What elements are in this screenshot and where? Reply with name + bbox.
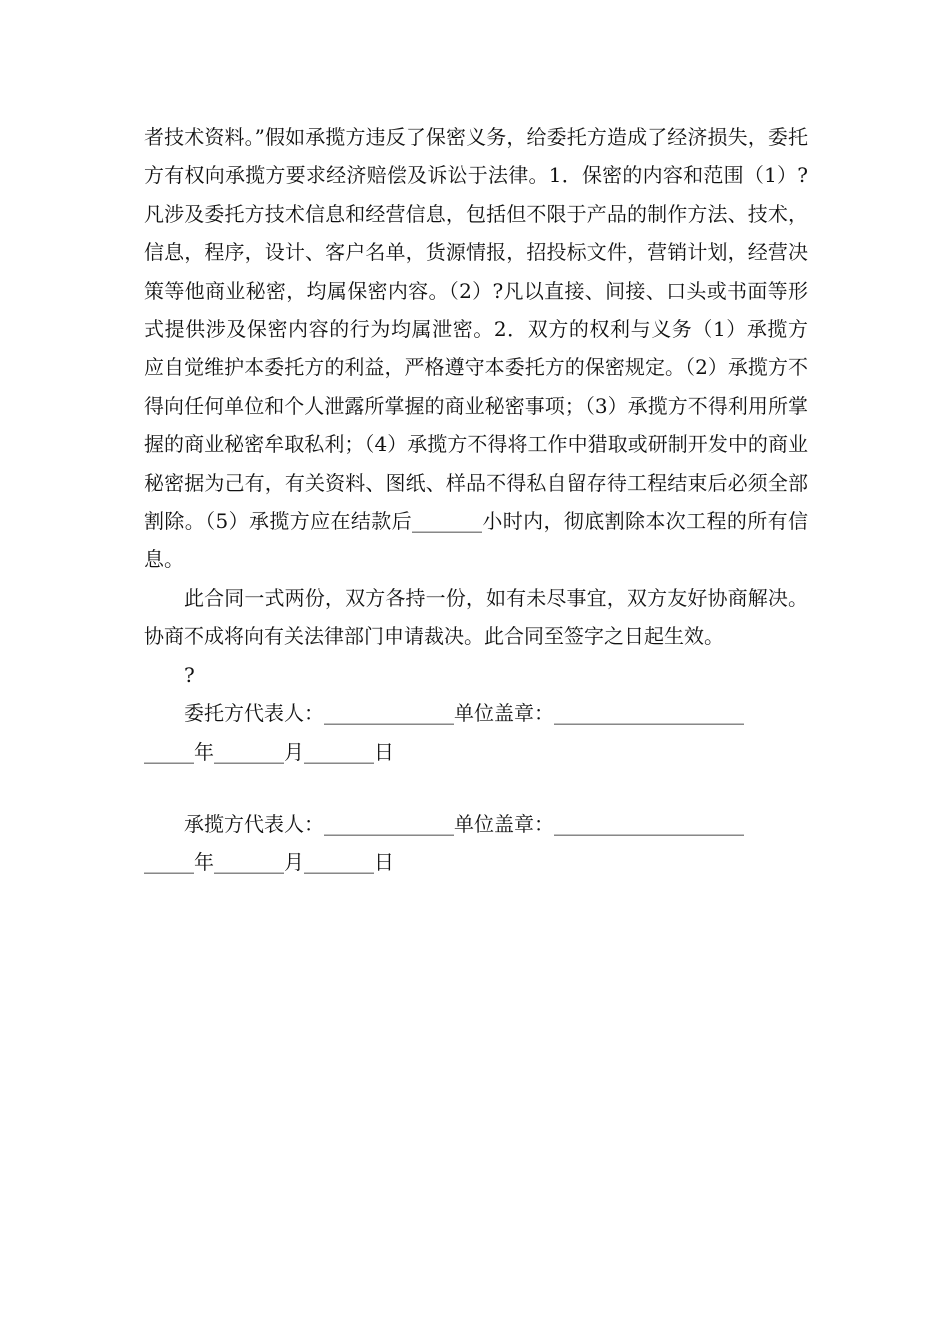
- client-signature-block: [144, 694, 808, 771]
- confidentiality-clause-paragraph: 者技术资料。”假如承揽方违反了保密义务，给委托方造成了经济损失，委托方有权向承揽方要求经济赔偿及诉讼于法律。1．保密的内容和范围（1）?凡涉及委托方技术信息和经营信息，包括但不限于产品的制作方法、技术，信息，程序，设计、客户名单，货源情报，招投标文件，营销计划，经营决策等他商业秘密，均属保密内容。（2）?凡以直接、间接、口头或书面等形式提供涉及保密内容的行为均属泄密。2．双方的权利与义务（1）承揽方应自觉维护本委托方的利益，严格遵守本委托方的保密规定。（2）承揽方不得向任何单位和个人泄露所掌握的商业秘密事项；（3）承揽方不得利用所掌握的商业秘密牟取私利；（4）承揽方不得将工作中猎取或研制开发中的商业秘密据为己有，有关资料、图纸、样品不得私自留存待工程结束后必须全部割除。（5）承揽方应在结款后_______小时内，彻底割除本次工程的所有信息。: [144, 125, 808, 572]
- contractor-representative-line: 承揽方代表人：_____________单位盖章：___________________: [184, 811, 744, 836]
- placeholder-mark: ?: [184, 662, 195, 687]
- document-page: [144, 118, 808, 882]
- contract-effect-paragraph: 此合同一式两份，双方各持一份，如有未尽事宜，双方友好协商解决。协商不成将向有关法律部门申请裁决。此合同至签字之日起生效。: [144, 585, 808, 649]
- client-representative-line: 委托方代表人：_____________单位盖章：___________________: [184, 701, 744, 726]
- signature-spacer: [144, 771, 808, 805]
- contractor-signature-block: [144, 805, 808, 882]
- contractor-date-line: _____年_______月_______日: [144, 850, 394, 875]
- client-date-line: _____年_______月_______日: [144, 739, 394, 764]
